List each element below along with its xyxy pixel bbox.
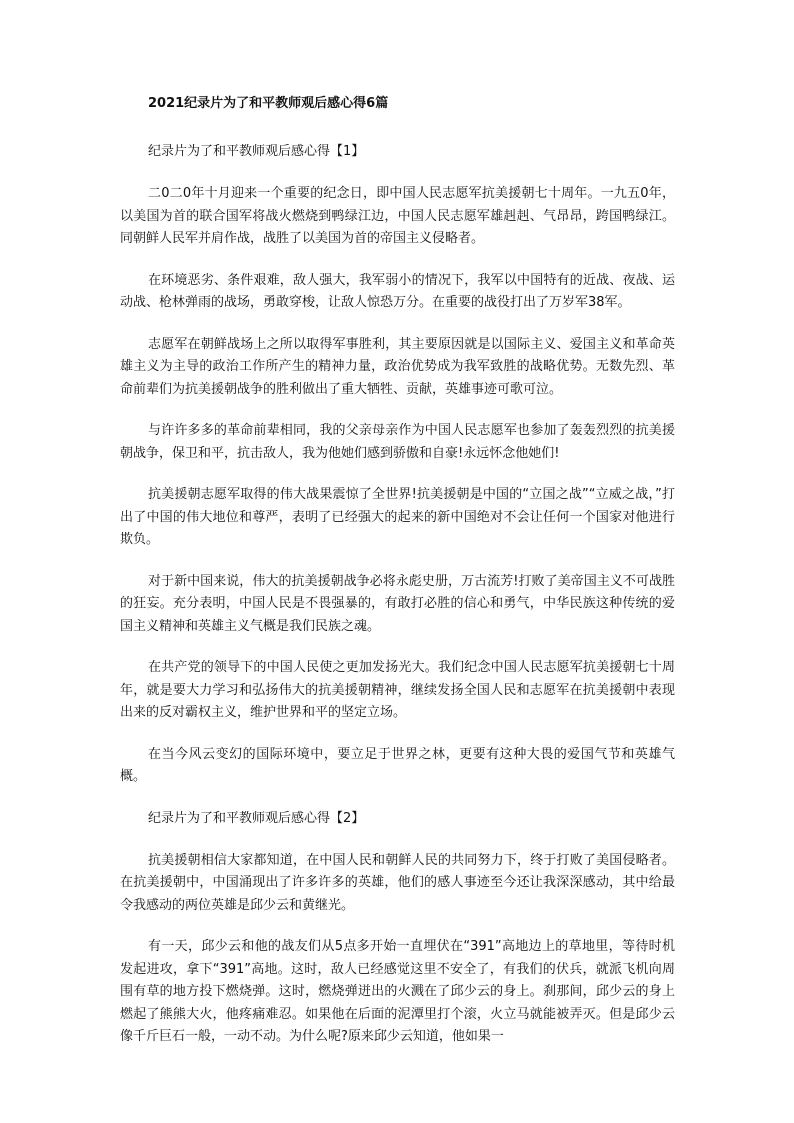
paragraph: 在环境恶劣、条件艰难，敌人强大，我军弱小的情况下，我军以中国特有的近战、夜战、运动战、枪林弹雨的战场，勇敢穿梭，让敌人惊恐万分。在重要的战役打出了万岁军38军。 xyxy=(120,272,675,310)
paragraph: 抗美援朝相信大家都知道，在中国人民和朝鲜人民的共同努力下，终于打败了美国侵略者。在抗美援朝中，中国涌现出了许多许多的英雄，他们的感人事迹至今还让我深深感动，其中给最令我感动的两位英雄是邱少云和黄继光。 xyxy=(120,852,675,913)
section-1 xyxy=(120,141,675,789)
paragraph: 在共产党的领导下的中国人民使之更加发扬光大。我们纪念中国人民志愿军抗美援朝七十周年，就是要大力学习和弘扬伟大的抗美援朝精神，继续发扬全国人民和志愿军在抗美援朝中表现出来的反对霸权主义，维护世界和平的坚定立场。 xyxy=(120,660,675,720)
paragraph: 对于新中国来说，伟大的抗美援朝战争必将永彪史册，万古流芳!打败了美帝国主义不可战胜的狂妄。充分表明，中国人民是不畏强暴的，有敢打必胜的信心和勇气，中华民族这种传统的爱国主义精神和英雄主义气概是我们民族之魂。 xyxy=(120,573,675,634)
paragraph: 二0二0年十月迎来一个重要的纪念日，即中国人民志愿军抗美援朝七十周年。一九五0年，以美国为首的联合国军将战火燃烧到鸭绿江边，中国人民志愿军雄赳赳、气昂昂，跨国鸭绿江。同朝鲜人民军并肩作战，战胜了以美国为首的帝国主义侵略者。 xyxy=(120,186,675,246)
paragraph: 有一天，邱少云和他的战友们从5点多开始一直埋伏在“391”高地边上的草地里，等待时机发起进攻，拿下“391”高地。这时，敌人已经感觉这里不安全了，有我们的伏兵，就派飞机向周围有草的地方投下燃烧弹。这时，燃烧弹迸出的火溅在了邱少云的身上。刹那间，邱少云的身上燃起了熊熊大火，他疼痛难忍。如果他在后面的泥潭里打个滚，火立马就能被弄灭。但是邱少云像千斤巨石一般，一动不动。为什么呢?原来邱少云知道，他如果一 xyxy=(120,939,675,1044)
section-heading: 纪录片为了和平教师观后感心得【2】 xyxy=(148,810,365,826)
paragraph: 抗美援朝志愿军取得的伟大战果震惊了全世界!抗美援朝是中国的“立国之战”“立威之战，”打出了中国的伟大地位和尊严，表明了已经强大的起来的新中国绝对不会让任何一个国家对他进行欺负。 xyxy=(120,487,675,547)
paragraph: 在当今风云变幻的国际环境中，要立足于世界之林，更要有这种大畏的爱国气节和英雄气概。 xyxy=(120,746,675,784)
document-page xyxy=(120,93,675,1068)
paragraph: 志愿军在朝鲜战场上之所以取得军事胜利，其主要原因就是以国际主义、爱国主义和革命英雄主义为主导的政治工作所产生的精神力量，政治优势成为我军致胜的战略优势。无数先烈、革命前辈们为抗美援朝战争的胜利做出了重大牺牲、贡献，英雄事迹可歌可泣。 xyxy=(120,336,675,397)
paragraph: 与许许多多的革命前辈相同，我的父亲母亲作为中国人民志愿军也参加了轰轰烈烈的抗美援朝战争，保卫和平，抗击敌人，我为他她们感到骄傲和自豪!永远怀念他她们! xyxy=(120,423,675,461)
section-heading: 纪录片为了和平教师观后感心得【1】 xyxy=(148,144,365,159)
section-2 xyxy=(120,808,675,1049)
document-title: 2021纪录片为了和平教师观后感心得6篇 xyxy=(148,96,389,111)
